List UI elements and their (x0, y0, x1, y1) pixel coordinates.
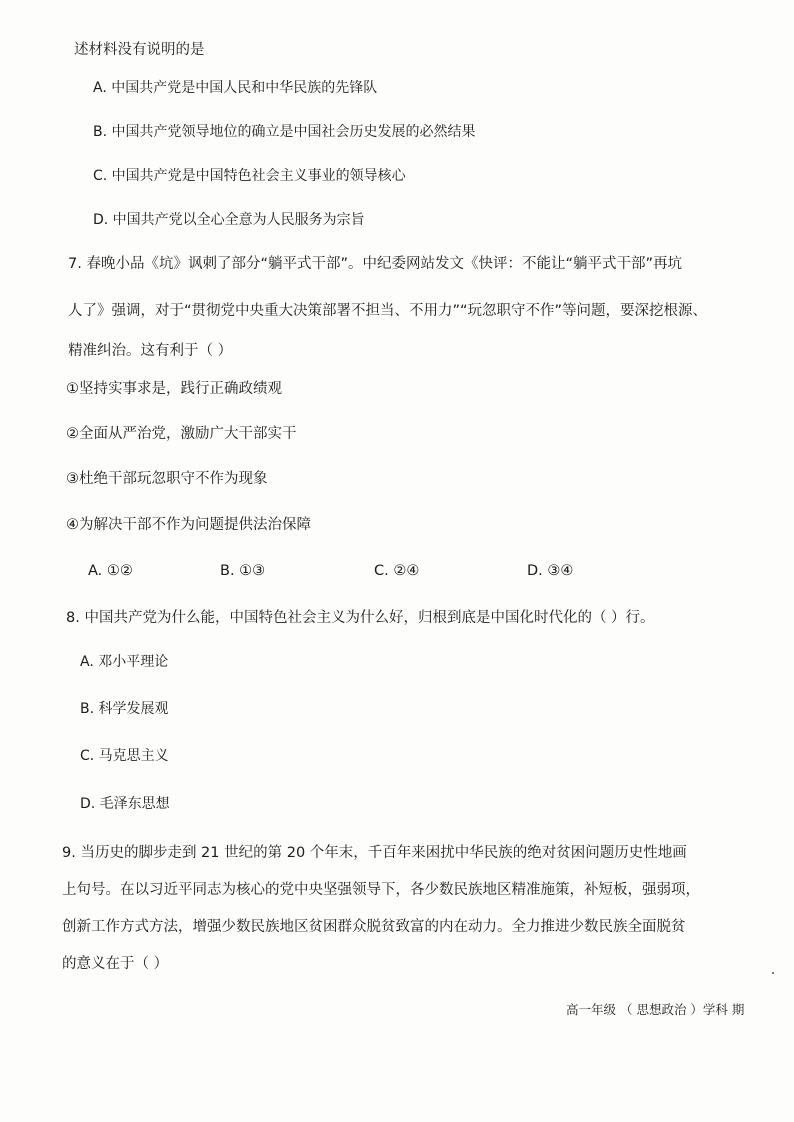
q8-option-b: B. 科学发展观 (80, 701, 169, 717)
q7-statement-3: ③杜绝干部玩忽职守不作为现象 (66, 471, 268, 487)
q8-option-d: D. 毛泽东思想 (80, 796, 170, 812)
q6-option-a: A. 中国共产党是中国人民和中华民族的先锋队 (93, 80, 378, 96)
q6-option-c: C. 中国共产党是中国特色社会主义事业的领导核心 (93, 168, 406, 184)
q6-option-b: B. 中国共产党领导地位的确立是中国社会历史发展的必然结果 (93, 124, 476, 140)
q7-stem-line-3: 精准纠治。这有利于（ ） (68, 343, 233, 359)
q7-statement-2: ②全面从严治党，激励广大干部实干 (66, 426, 297, 442)
q7-stem-line-2: 人了》强调，对于“贯彻党中央重大决策部署不担当、不用力”“玩忽职守不作”等问题，要深挖根源、 (68, 303, 708, 319)
q7-statement-4: ④为解决干部不作为问题提供法治保障 (66, 517, 311, 533)
q9-stem-line-4: 的意义在于（ ） (62, 956, 169, 972)
q7-choice-a: A. ①② (88, 563, 133, 579)
q9-stem-line-3: 创新工作方式方法，增强少数民族地区贫困群众脱贫致富的内在动力。全力推进少数民族全面脱贫 (62, 919, 686, 935)
q7-choice-d: D. ③④ (527, 563, 574, 579)
q7-statement-1: ①坚持实事求是，践行正确政绩观 (66, 381, 282, 397)
q7-choice-b: B. ①③ (220, 563, 266, 579)
q8-stem: 8. 中国共产党为什么能，中国特色社会主义为什么好，归根到底是中国化时代化的（ ）行。 (66, 610, 655, 626)
q9-stem-line-1: 9. 当历史的脚步走到 21 世纪的第 20 个年末，千百年来困扰中华民族的绝对贫困问题历史性地画 (62, 845, 687, 861)
q7-choice-c: C. ②④ (374, 563, 420, 579)
q7-stem-line-1: 7. 春晚小品《坑》讽刺了部分“躺平式干部”。中纪委网站发文《快评：不能让“躺平式干部”再坑 (68, 256, 682, 272)
q8-option-a: A. 邓小平理论 (80, 654, 169, 670)
scan-speck (772, 972, 774, 974)
q6-stem-tail: 述材料没有说明的是 (74, 42, 205, 58)
page-footer: 高一年级 （ 思想政治 ）学科 期 (566, 1002, 745, 1017)
q8-option-c: C. 马克思主义 (80, 748, 169, 764)
q9-stem-line-2: 上句号。在以习近平同志为核心的党中央坚强领导下，各少数民族地区精准施策，补短板，强弱项， (62, 882, 700, 898)
q6-option-d: D. 中国共产党以全心全意为人民服务为宗旨 (93, 212, 365, 228)
